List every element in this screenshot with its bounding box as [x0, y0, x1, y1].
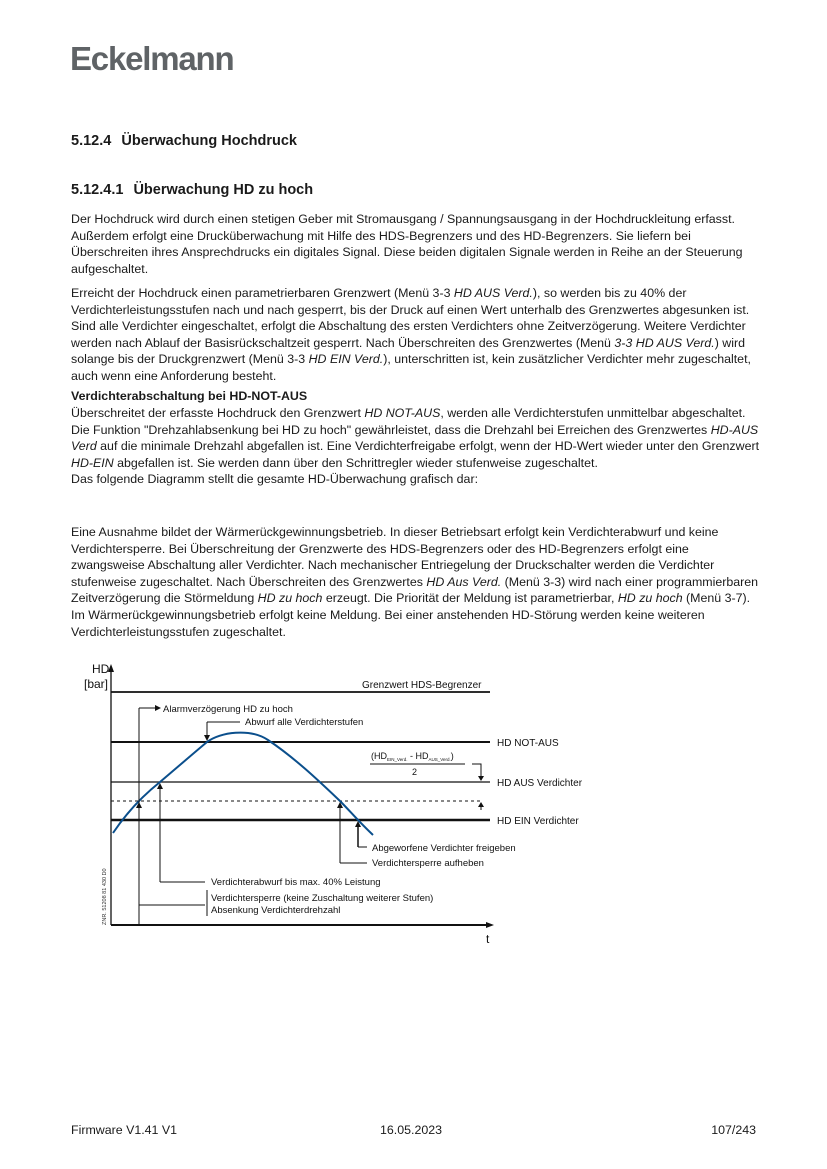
svg-text:Alarmverzögerung HD zu hoch: Alarmverzögerung HD zu hoch: [163, 704, 293, 715]
svg-text:2: 2: [412, 767, 418, 777]
eckelmann-logo: Eckelmann: [70, 40, 234, 77]
label-hd-ein-verdichter: HD EIN Verdichter: [497, 816, 579, 827]
paragraph-waermerueckgewinnung: Eine Ausnahme bildet der Wärmerückgewinnungsbetrieb. In dieser Betriebsart erfolgt kein Verdichterabwurf und keine Verdichtersperre. Bei Überschreitung der Grenzwerte des HDS-Begrenzers oder des HD-Begrenzers erfolgt eine zwangsweise Abschaltung aller Verdichter. Nach mechanischer Entriegelung der Druckschalter werden die Verdichter stufenweise zugeschaltet. Nach Überschreiten des Grenzwertes HD Aus Verd. (Menü 3-3) wird nach einer programmierbaren Zeitverzögerung die Störmeldung HD zu hoch erzeugt. Die Priorität der Meldung ist parametrierbar, HD zu hoch (Menü 3-7). Im Wärmerückgewinnungsbetrieb erfolgt keine Meldung. Bei einer anstehenden HD-Störung werden keine weiteren Verdichterleistungsstufen zugeschaltet.: [71, 525, 759, 639]
x-axis-label-t: t: [486, 932, 490, 946]
svg-text:Abgeworfene Verdichter freigeb: Abgeworfene Verdichter freigeben: [372, 843, 516, 854]
annotation-freigeben: [355, 821, 516, 854]
paragraph-not-aus: Überschreitet der erfasste Hochdruck den Grenzwert HD NOT-AUS, werden alle Verdichterstufen unmittelbar abgeschaltet. Die Funktion "Drehzahlabsenkung bei HD zu hoch" gewährleistet, dass die Drehzahl bei Erreichen des Grenzwertes HD-AUS Verd auf die minimale Drehzahl abgefallen ist. Eine Verdichterfreigabe erfolgt, wenn der HD-Wert wieder unter den Grenzwert HD-EIN abgefallen ist. Sie werden dann über den Schrittregler wieder stufenweise zugeschaltet. Das folgende Diagramm stellt die gesamte HD-Überwachung grafisch dar:: [71, 406, 760, 487]
svg-text:Verdichtersperre aufheben: Verdichtersperre aufheben: [372, 858, 484, 869]
drawing-id: ZNR. 51208 81 430 D0: [102, 868, 108, 925]
label-hd-not-aus: HD NOT-AUS: [497, 738, 559, 749]
section-number: 5.12.4: [71, 133, 112, 149]
paragraph-grenzwert: Erreicht der Hochdruck einen parametrierbaren Grenzwert (Menü 3-3 HD AUS Verd.), so werden bis zu 40% der Verdichterleistungsstufen nach und nach gesperrt, bis der Druck auf einen Wert unterhalb des Grenzwertes abgesunken ist. Sind alle Verdichter eingeschaltet, erfolgt die Abschaltung des ersten Verdichters ohne Zeitverzögerung. Weitere Verdichter werden nach Ablauf der Basisrückschaltzeit gesperrt. Nach Überschreiten des Grenzwertes (Menü 3-3 HD AUS Verd.) wird solange bis der Druckgrenzwert (Menü 3-3 HD EIN Verd.), unterschritten ist, kein zusätzlicher Verdichter mehr zugeschaltet, auch wenn eine Anforderung besteht.: [71, 286, 751, 383]
label-hd-aus-verdichter: HD AUS Verdichter: [497, 778, 583, 789]
svg-text:Verdichterabwurf bis max. 40%: Verdichterabwurf bis max. 40% Leistung: [211, 877, 381, 888]
footer-firmware: Firmware V1.41 V1: [71, 1123, 178, 1137]
section-title: Überwachung Hochdruck: [121, 133, 297, 149]
y-axis-label-unit: [bar]: [84, 677, 109, 691]
x-axis: [111, 925, 490, 946]
footer-date: 16.05.2023: [380, 1123, 443, 1137]
y-axis-label-hd: HD: [92, 662, 110, 676]
annotation-abwurf-alle: [204, 717, 363, 741]
svg-text:Abwurf alle Verdichterstufen: Abwurf alle Verdichterstufen: [245, 717, 364, 728]
annotation-abwurf-40: [157, 783, 381, 888]
svg-text:(HDEIN_Verd. - HDAUS_Verd.): $(HD_{EIN\_Verd.} - HD_{AUS\_Verd.})$: [371, 751, 454, 762]
svg-text:Verdichtersperre (keine Zuscha: Verdichtersperre (keine Zuschaltung weiterer Stufen): [211, 893, 434, 904]
subsection-title: Überwachung HD zu hoch: [133, 182, 314, 198]
paragraph-heading-not-aus: Verdichterabschaltung bei HD-NOT-AUS: [71, 389, 308, 403]
footer-page-number: 107/243: [711, 1123, 756, 1137]
annotation-sperre-aufheben: [337, 802, 484, 869]
label-hds-begrenzer: Grenzwert HDS-Begrenzer: [362, 680, 482, 691]
svg-text:Absenkung Verdichterdrehzahl: Absenkung Verdichterdrehzahl: [211, 905, 341, 916]
subsection-number: 5.12.4.1: [71, 182, 124, 198]
paragraph-hochdruck-erfassung: Der Hochdruck wird durch einen stetigen Geber mit Stromausgang / Spannungsausgang in der Hochdruckleitung erfasst. Außerdem erfolgt eine Drucküberwachung mit Hilfe des HDS-Begrenzers und des HD-Begrenzers. Sie liefern bei Überschreiten ihres Ansprechdrucks ein digitales Signal. Diese beiden digitalen Signale werden in Reihe an der Steuerung aufgeschaltet.: [71, 212, 743, 276]
